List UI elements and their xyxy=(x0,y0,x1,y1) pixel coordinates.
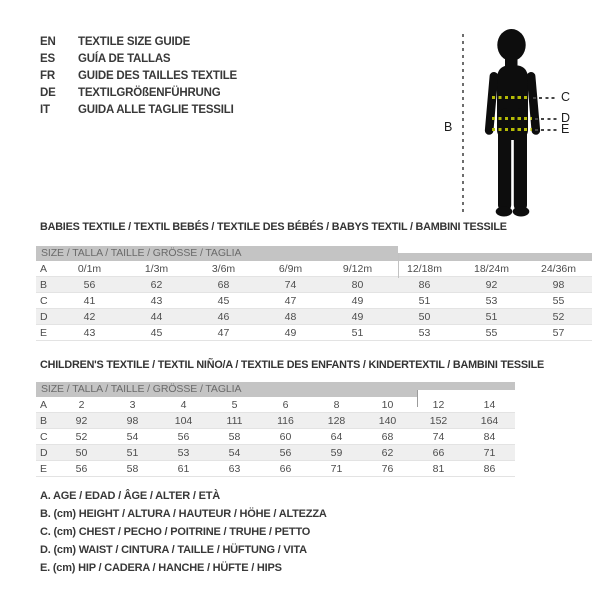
table-cell: 2 xyxy=(78,398,85,411)
babies-header-overlay-artifact xyxy=(398,245,592,253)
table-cell: 5 xyxy=(231,398,238,411)
language-list xyxy=(40,33,237,118)
table-cell: 47 xyxy=(217,326,230,339)
table-row-B xyxy=(36,277,592,293)
table-cell: 92 xyxy=(75,414,88,427)
table-cell: 74 xyxy=(284,278,297,291)
hip-extension-line xyxy=(535,129,557,131)
table-cell: 41 xyxy=(83,294,96,307)
figure-label-height: B xyxy=(444,120,453,134)
children-size-header: SIZE / TALLA / TAILLE / GRÖSSE / TAGLIA xyxy=(36,382,515,397)
table-row-A xyxy=(36,261,592,277)
table-cell: 128 xyxy=(327,414,346,427)
table-cell: 58 xyxy=(228,430,241,443)
table-cell: 45 xyxy=(217,294,230,307)
language-row xyxy=(40,50,237,67)
table-cell: 55 xyxy=(485,326,498,339)
row-letter: C xyxy=(40,294,48,307)
table-cell: 60 xyxy=(279,430,292,443)
table-cell: 0/1m xyxy=(77,262,102,275)
language-code: DE xyxy=(40,86,56,99)
table-cell: 53 xyxy=(177,446,190,459)
table-cell: 51 xyxy=(126,446,139,459)
children-header-overlay-border xyxy=(417,390,418,407)
table-cell: 140 xyxy=(378,414,397,427)
table-cell: 45 xyxy=(150,326,163,339)
table-cell: 49 xyxy=(351,294,364,307)
legend-row: E. (cm) HIP / CADERA / HANCHE / HÜFTE / HIPS xyxy=(40,562,282,574)
row-letter: E xyxy=(40,326,48,339)
table-row-A xyxy=(36,397,515,413)
table-cell: 56 xyxy=(177,430,190,443)
table-cell: 56 xyxy=(75,462,88,475)
table-cell: 43 xyxy=(83,326,96,339)
babies-size-table xyxy=(36,246,592,341)
row-letter: D xyxy=(40,310,48,323)
table-cell: 92 xyxy=(485,278,498,291)
waist-measure-line xyxy=(492,117,532,120)
figure-label-waist: D xyxy=(561,111,571,125)
chest-measure-line xyxy=(492,96,530,99)
table-cell: 57 xyxy=(552,326,565,339)
table-cell: 52 xyxy=(552,310,565,323)
row-letter: D xyxy=(40,446,48,459)
legend-row: B. (cm) HEIGHT / ALTURA / HAUTEUR / HÖHE / ALTEZZA xyxy=(40,508,327,520)
table-cell: 74 xyxy=(432,430,445,443)
table-cell: 63 xyxy=(228,462,241,475)
table-cell: 1/3m xyxy=(144,262,169,275)
table-cell: 8 xyxy=(333,398,340,411)
babies-table-body xyxy=(36,261,592,341)
table-cell: 49 xyxy=(284,326,297,339)
language-row xyxy=(40,101,237,118)
children-section-title: CHILDREN'S TEXTILE / TEXTIL NIÑO/A / TEXTILE DES ENFANTS / KINDERTEXTIL / BAMBINI TESSILE xyxy=(40,359,545,371)
table-cell: 50 xyxy=(75,446,88,459)
table-cell: 84 xyxy=(483,430,496,443)
row-letter: E xyxy=(40,462,48,475)
table-cell: 56 xyxy=(83,278,96,291)
row-letter: B xyxy=(40,414,48,427)
row-letter: C xyxy=(40,430,48,443)
table-cell: 9/12m xyxy=(342,262,373,275)
table-cell: 66 xyxy=(279,462,292,475)
table-cell: 43 xyxy=(150,294,163,307)
table-cell: 54 xyxy=(126,430,139,443)
language-code: ES xyxy=(40,52,55,65)
table-cell: 116 xyxy=(277,414,294,427)
legend-row: C. (cm) CHEST / PECHO / POITRINE / TRUHE / PETTO xyxy=(40,526,311,538)
table-cell: 12/18m xyxy=(406,262,443,275)
babies-size-header: SIZE / TALLA / TAILLE / GRÖSSE / TAGLIA xyxy=(36,246,592,261)
language-label: TEXTILE SIZE GUIDE xyxy=(78,35,191,48)
table-cell: 86 xyxy=(483,462,496,475)
children-table-body xyxy=(36,397,515,477)
table-cell: 104 xyxy=(174,414,193,427)
row-letter: B xyxy=(40,278,48,291)
table-cell: 24/36m xyxy=(540,262,577,275)
table-cell: 3/6m xyxy=(211,262,236,275)
table-row-B xyxy=(36,413,515,429)
table-cell: 111 xyxy=(226,414,243,427)
figure-label-chest: C xyxy=(561,90,571,104)
table-cell: 62 xyxy=(150,278,163,291)
table-cell: 52 xyxy=(75,430,88,443)
language-label: GUIDA ALLE TAGLIE TESSILI xyxy=(78,103,234,116)
table-cell: 71 xyxy=(483,446,496,459)
table-cell: 61 xyxy=(177,462,190,475)
child-silhouette-icon xyxy=(484,28,541,220)
height-guide-dashed-line xyxy=(462,34,464,214)
table-cell: 49 xyxy=(351,310,364,323)
table-row-E xyxy=(36,461,515,477)
table-cell: 55 xyxy=(552,294,565,307)
table-cell: 51 xyxy=(351,326,364,339)
table-cell: 53 xyxy=(485,294,498,307)
table-cell: 58 xyxy=(126,462,139,475)
table-cell: 14 xyxy=(483,398,496,411)
table-cell: 12 xyxy=(432,398,445,411)
table-cell: 164 xyxy=(480,414,499,427)
table-cell: 50 xyxy=(418,310,431,323)
babies-header-overlay-border xyxy=(398,253,399,278)
table-row-D xyxy=(36,445,515,461)
table-cell: 18/24m xyxy=(473,262,510,275)
language-code: FR xyxy=(40,69,55,82)
table-cell: 53 xyxy=(418,326,431,339)
language-label: GUÍA DE TALLAS xyxy=(78,52,171,65)
table-cell: 62 xyxy=(381,446,394,459)
children-header-overlay-artifact xyxy=(417,390,515,397)
legend-row: D. (cm) WAIST / CINTURA / TAILLE / HÜFTUNG / VITA xyxy=(40,544,307,556)
legend-list xyxy=(40,487,327,577)
language-row xyxy=(40,67,237,84)
language-row xyxy=(40,84,237,101)
figure-label-hip: E xyxy=(561,122,570,136)
table-cell: 71 xyxy=(330,462,343,475)
waist-extension-line xyxy=(535,118,557,120)
babies-section-title: BABIES TEXTILE / TEXTIL BEBÉS / TEXTILE DES BÉBÉS / BABYS TEXTIL / BAMBINI TESSILE xyxy=(40,221,507,233)
table-cell: 42 xyxy=(83,310,96,323)
table-cell: 68 xyxy=(217,278,230,291)
table-cell: 51 xyxy=(485,310,498,323)
hip-measure-line xyxy=(492,128,532,131)
table-cell: 48 xyxy=(284,310,297,323)
table-cell: 80 xyxy=(351,278,364,291)
table-row-C xyxy=(36,293,592,309)
table-cell: 56 xyxy=(279,446,292,459)
legend-row: A. AGE / EDAD / ÂGE / ALTER / ETÀ xyxy=(40,490,221,502)
table-cell: 54 xyxy=(228,446,241,459)
language-code: EN xyxy=(40,35,56,48)
table-cell: 68 xyxy=(381,430,394,443)
table-cell: 98 xyxy=(126,414,139,427)
language-row xyxy=(40,33,237,50)
table-cell: 98 xyxy=(552,278,565,291)
table-cell: 6/9m xyxy=(278,262,303,275)
language-code: IT xyxy=(40,103,50,116)
table-cell: 66 xyxy=(432,446,445,459)
table-cell: 64 xyxy=(330,430,343,443)
language-label: GUIDE DES TAILLES TEXTILE xyxy=(78,69,237,82)
table-cell: 10 xyxy=(381,398,394,411)
table-cell: 86 xyxy=(418,278,431,291)
row-letter: A xyxy=(40,262,48,275)
table-cell: 3 xyxy=(129,398,136,411)
table-cell: 47 xyxy=(284,294,297,307)
table-row-C xyxy=(36,429,515,445)
table-cell: 76 xyxy=(381,462,394,475)
table-cell: 81 xyxy=(432,462,445,475)
table-row-D xyxy=(36,309,592,325)
table-cell: 59 xyxy=(330,446,343,459)
table-cell: 46 xyxy=(217,310,230,323)
language-label: TEXTILGRÖßENFÜHRUNG xyxy=(78,86,221,99)
chest-extension-line xyxy=(533,97,557,99)
row-letter: A xyxy=(40,398,48,411)
table-cell: 152 xyxy=(429,414,448,427)
table-cell: 4 xyxy=(180,398,187,411)
table-cell: 6 xyxy=(282,398,289,411)
table-cell: 51 xyxy=(418,294,431,307)
table-cell: 44 xyxy=(150,310,163,323)
table-row-E xyxy=(36,325,592,341)
